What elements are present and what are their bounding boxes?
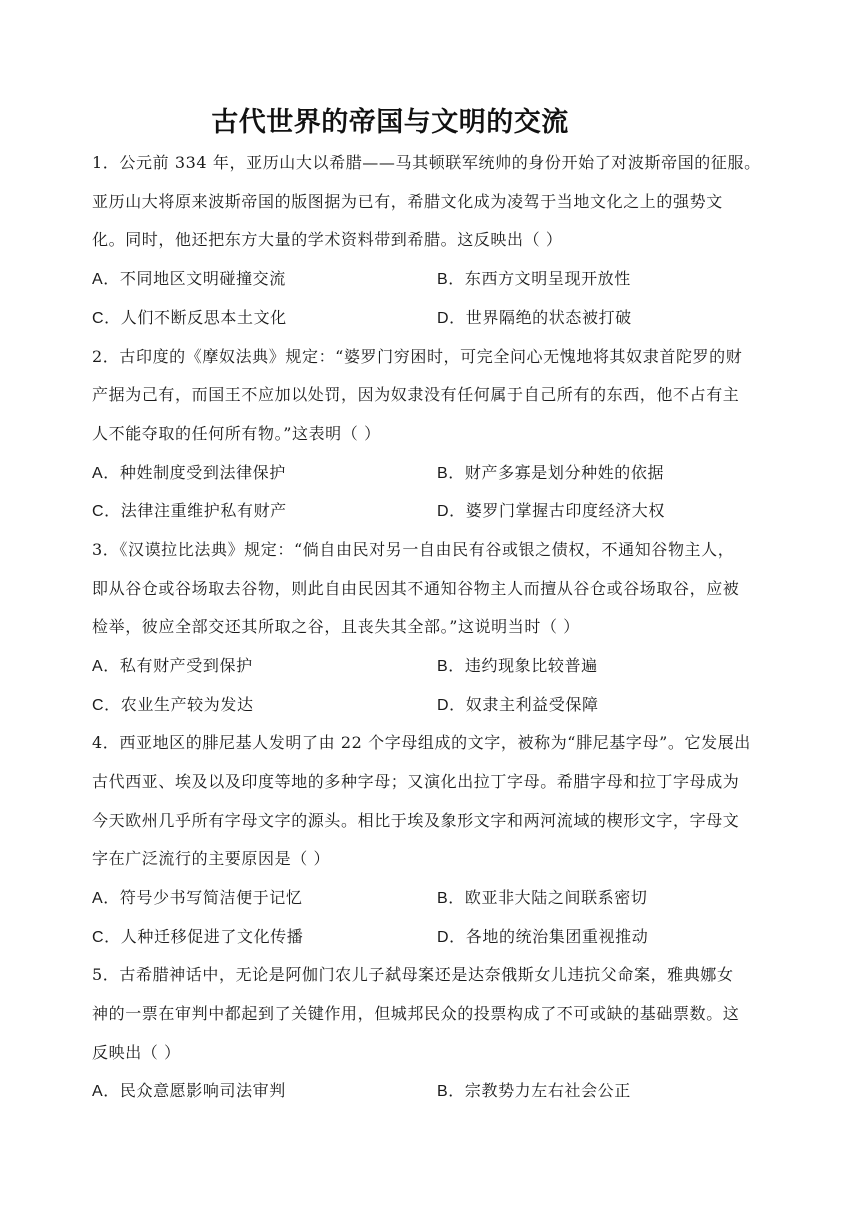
question-1-option-d bbox=[437, 307, 632, 330]
option-text: 种姓制度受到法律保护 bbox=[119, 463, 286, 482]
option-text: 违约现象比较普遍 bbox=[464, 656, 598, 675]
question-4-line-2: 古代西亚、埃及以及印度等地的多种字母；又演化出拉丁字母。希腊字母和拉丁字母成为 bbox=[92, 772, 740, 791]
question-5-option-a bbox=[92, 1080, 286, 1103]
option-label: B． bbox=[437, 1083, 465, 1100]
question-3-line-1: 3．《汉谟拉比法典》规定：“倘自由民对另一自由民有谷或银之债权，不通知谷物主人， bbox=[92, 540, 735, 559]
option-text: 财产多寡是划分种姓的依据 bbox=[464, 463, 665, 482]
question-4-line-4: 字在广泛流行的主要原因是（ ） bbox=[92, 849, 331, 868]
question-4-line-1: 4．西亚地区的腓尼基人发明了由 22 个字母组成的文字，被称为“腓尼基字母”。它发展出 bbox=[92, 733, 751, 752]
option-label: C． bbox=[92, 697, 121, 714]
option-label: D． bbox=[437, 697, 466, 714]
question-5-option-b bbox=[437, 1080, 631, 1103]
option-label: A． bbox=[92, 465, 120, 482]
question-2-line-1: 2．古印度的《摩奴法典》规定：“婆罗门穷困时，可完全问心无愧地将其奴隶首陀罗的财 bbox=[92, 347, 743, 366]
option-label: B． bbox=[437, 465, 465, 482]
option-label: C． bbox=[92, 503, 121, 520]
option-label: D． bbox=[437, 503, 466, 520]
question-4-option-a bbox=[92, 887, 302, 910]
question-3-option-d bbox=[437, 694, 599, 717]
option-text: 人种迁移促进了文化传播 bbox=[120, 927, 304, 946]
option-text: 奴隶主利益受保障 bbox=[465, 695, 599, 714]
question-2-option-d bbox=[437, 500, 665, 523]
option-text: 农业生产较为发达 bbox=[120, 695, 254, 714]
question-3-option-b bbox=[437, 655, 598, 678]
page-title: 古代世界的帝国与文明的交流 bbox=[211, 107, 569, 138]
option-label: D． bbox=[437, 310, 466, 327]
question-1-option-c bbox=[92, 307, 287, 330]
question-1-option-b bbox=[437, 268, 631, 291]
option-text: 各地的统治集团重视推动 bbox=[465, 927, 649, 946]
option-label: A． bbox=[92, 1083, 120, 1100]
option-label: B． bbox=[437, 658, 465, 675]
question-4-option-c bbox=[92, 926, 303, 949]
question-5-line-2: 神的一票在审判中都起到了关键作用，但城邦民众的投票构成了不可或缺的基础票数。这 bbox=[92, 1004, 740, 1023]
question-1-line-1: 1．公元前 334 年，亚历山大以希腊——马其顿联军统帅的身份开始了对波斯帝国的征服。 bbox=[92, 153, 761, 172]
question-5-line-1: 5．古希腊神话中，无论是阿伽门农儿子弑母案还是达奈俄斯女儿违抗父命案，雅典娜女 bbox=[92, 965, 734, 984]
question-4-option-b bbox=[437, 887, 647, 910]
option-text: 人们不断反思本土文化 bbox=[120, 308, 287, 327]
question-4-option-d bbox=[437, 926, 648, 949]
option-text: 欧亚非大陆之间联系密切 bbox=[464, 888, 648, 907]
question-2-line-2: 产据为己有，而国王不应加以处罚，因为奴隶没有任何属于自己所有的东西，他不占有主 bbox=[92, 385, 740, 404]
option-text: 宗教势力左右社会公正 bbox=[464, 1081, 631, 1100]
option-label: D． bbox=[437, 929, 466, 946]
question-3-option-c bbox=[92, 694, 254, 717]
option-label: A． bbox=[92, 658, 120, 675]
option-text: 私有财产受到保护 bbox=[119, 656, 253, 675]
question-4-line-3: 今天欧州几乎所有字母文字的源头。相比于埃及象形文字和两河流域的楔形文字，字母文 bbox=[92, 811, 740, 830]
option-text: 民众意愿影响司法审判 bbox=[119, 1081, 286, 1100]
option-label: B． bbox=[437, 271, 465, 288]
question-3-line-2: 即从谷仓或谷场取去谷物，则此自由民因其不通知谷物主人而擅从谷仓或谷场取谷，应被 bbox=[92, 579, 740, 598]
question-2-option-b bbox=[437, 462, 664, 485]
question-2-option-c bbox=[92, 500, 287, 523]
question-1-option-a bbox=[92, 268, 286, 291]
question-1-line-2: 亚历山大将原来波斯帝国的版图据为已有，希腊文化成为凌驾于当地文化之上的强势文 bbox=[92, 192, 723, 211]
question-5-line-3: 反映出（ ） bbox=[92, 1043, 181, 1062]
question-3-option-a bbox=[92, 655, 253, 678]
option-label: C． bbox=[92, 310, 121, 327]
option-label: A． bbox=[92, 890, 120, 907]
question-2-line-3: 人不能夺取的任何所有物。”这表明（ ） bbox=[92, 424, 381, 443]
option-label: C． bbox=[92, 929, 121, 946]
option-label: B． bbox=[437, 890, 465, 907]
question-2-option-a bbox=[92, 462, 286, 485]
option-text: 东西方文明呈现开放性 bbox=[464, 269, 631, 288]
question-1-line-3: 化。同时，他还把东方大量的学术资料带到希腊。这反映出（ ） bbox=[92, 230, 563, 249]
option-text: 法律注重维护私有财产 bbox=[120, 501, 287, 520]
option-text: 符号少书写简洁便于记忆 bbox=[119, 888, 303, 907]
option-text: 世界隔绝的状态被打破 bbox=[465, 308, 632, 327]
option-text: 婆罗门掌握古印度经济大权 bbox=[465, 501, 665, 520]
option-text: 不同地区文明碰撞交流 bbox=[119, 269, 286, 288]
question-3-line-3: 检举，彼应全部交还其所取之谷，且丧失其全部。”这说明当时（ ） bbox=[92, 617, 580, 636]
option-label: A． bbox=[92, 271, 120, 288]
